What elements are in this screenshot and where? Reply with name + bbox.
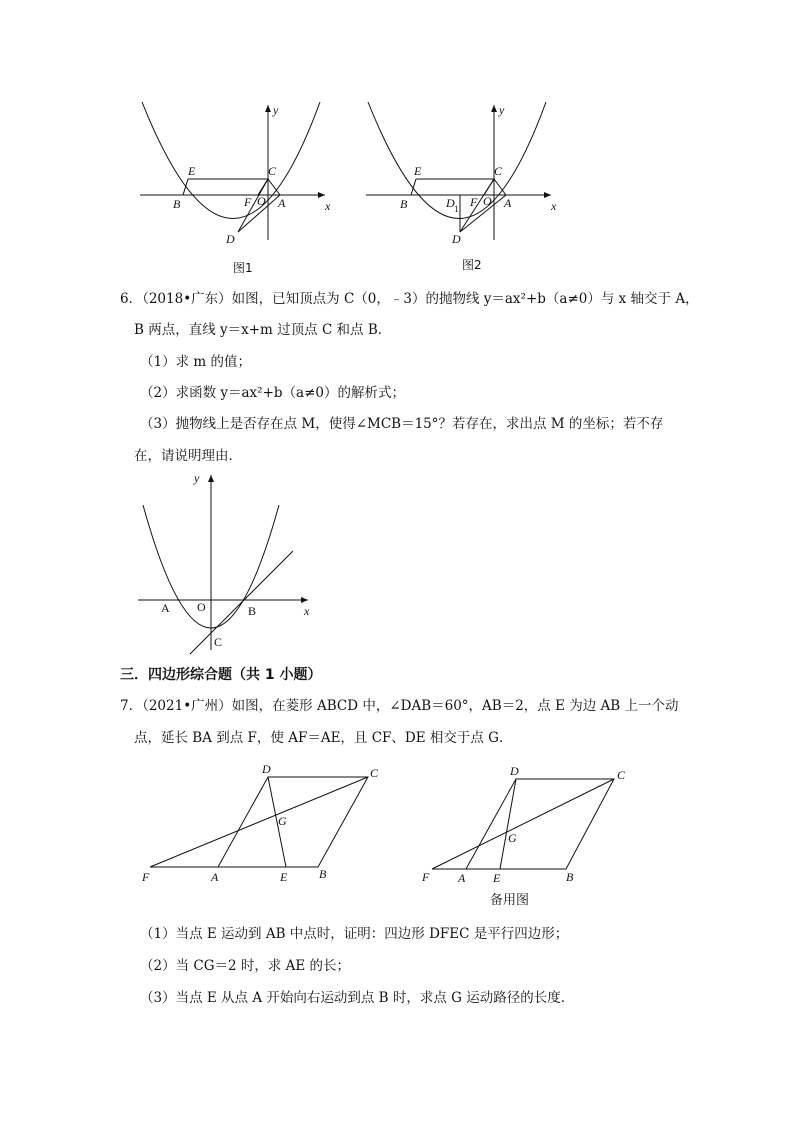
figure-1	[130, 100, 340, 245]
label-d1-subscript: 1	[454, 204, 459, 214]
label-a: A	[278, 196, 286, 210]
label-o: O	[257, 194, 266, 208]
problem-7-figure-b-caption: 备用图	[490, 893, 530, 908]
label-c: C	[268, 164, 277, 178]
label-d: D	[262, 762, 271, 776]
label-c: C	[370, 766, 379, 780]
problem-6-line-1: 6．（2018•广东）如图，已知顶点为 C（0，﹣3）的抛物线 y＝ax²+b（a≠0）与 x 轴交于 A，	[120, 291, 699, 307]
label-o: O	[483, 194, 492, 208]
segment-c-f	[258, 179, 268, 195]
y-axis-arrow	[491, 105, 497, 112]
problem-6-question-1: （1）求 m 的值；	[140, 354, 251, 370]
x-axis-arrow	[544, 192, 551, 198]
problem-6-figure	[130, 470, 325, 655]
label-b: B	[400, 197, 408, 211]
figure-2-svg	[356, 100, 566, 245]
x-axis-arrow	[318, 192, 325, 198]
label-d: D	[226, 232, 235, 246]
label-c: C	[494, 164, 503, 178]
label-e: E	[188, 164, 196, 178]
label-f: F	[244, 195, 252, 209]
problem-7-figure-a-svg	[136, 760, 391, 885]
problem-7-question-2: （2）当 CG＝2 时，求 AE 的长；	[140, 958, 351, 974]
segment-e-c-d	[188, 179, 268, 232]
label-x: x	[304, 604, 310, 618]
label-e: E	[280, 870, 288, 884]
problem-6-figure-svg	[130, 470, 325, 655]
label-y: y	[194, 471, 200, 485]
y-axis-arrow	[265, 105, 271, 112]
label-f: F	[422, 870, 430, 884]
figure-1-svg	[130, 100, 340, 245]
problem-7-figure-b	[418, 762, 638, 887]
label-c: C	[214, 635, 223, 649]
problem-7-question-3: （3）当点 E 从点 A 开始向右运动到点 B 时，求点 G 运动路径的长度．	[140, 990, 575, 1006]
label-c: C	[617, 768, 626, 782]
problem-6-line-2: B 两点，直线 y＝x+m 过顶点 C 和点 B．	[134, 322, 392, 338]
label-y: y	[499, 103, 505, 117]
segment-e-b	[183, 179, 188, 195]
figure-2	[356, 100, 566, 245]
label-y: y	[273, 103, 279, 117]
label-e: E	[414, 164, 422, 178]
figure-2-caption: 图2	[462, 258, 482, 272]
parabola	[142, 102, 320, 219]
x-axis-arrow	[301, 597, 308, 603]
problem-7-figure-a	[136, 760, 391, 885]
label-a: A	[504, 196, 512, 210]
y-axis-arrow	[208, 475, 214, 482]
label-f: F	[142, 870, 150, 884]
segment-c-f	[150, 777, 368, 867]
label-d1: D	[446, 196, 455, 210]
problem-6-question-2: （2）求函数 y＝ax²+b（a≠0）的解析式；	[140, 385, 405, 401]
section-3-title: 三．四边形综合题（共 1 小题）	[120, 667, 322, 683]
label-b: B	[566, 870, 574, 884]
figure-1-caption: 图1	[233, 261, 253, 275]
label-x: x	[551, 199, 557, 213]
label-b: B	[248, 604, 257, 618]
label-d: D	[510, 764, 519, 778]
problem-7-line-1: 7．（2021•广州）如图，在菱形 ABCD 中，∠DAB＝60°，AB＝2，点 E 为边 AB 上一个动	[120, 698, 679, 714]
label-f: F	[470, 195, 478, 209]
label-a: A	[458, 871, 466, 885]
problem-7-question-1: （1）当点 E 运动到 AB 中点时，证明：四边形 DFEC 是平行四边形；	[140, 926, 569, 942]
label-x: x	[325, 199, 331, 213]
label-d: D	[452, 232, 461, 246]
label-g: G	[508, 831, 517, 845]
problem-6-question-3: （3）抛物线上是否存在点 M，使得∠MCB＝15°？若存在，求出点 M 的坐标；若不存	[140, 416, 664, 432]
label-b: B	[173, 197, 181, 211]
label-g: G	[278, 814, 287, 828]
label-b: B	[319, 867, 327, 881]
problem-7-line-2: 点，延长 BA 到点 F，使 AF＝AE，且 CF、DE 相交于点 G．	[134, 730, 513, 746]
segment-c-f	[484, 179, 494, 195]
label-e: E	[493, 871, 501, 885]
problem-6-question-3-cont: 在，请说明理由．	[134, 448, 242, 464]
segment-c-f	[432, 779, 614, 869]
rhombus-abcd	[466, 779, 614, 869]
label-a: A	[161, 601, 170, 615]
problem-7-figure-b-svg	[418, 762, 638, 887]
parabola	[368, 102, 546, 219]
label-a: A	[211, 870, 219, 884]
label-o: O	[197, 600, 206, 614]
rhombus-abcd	[218, 777, 368, 867]
